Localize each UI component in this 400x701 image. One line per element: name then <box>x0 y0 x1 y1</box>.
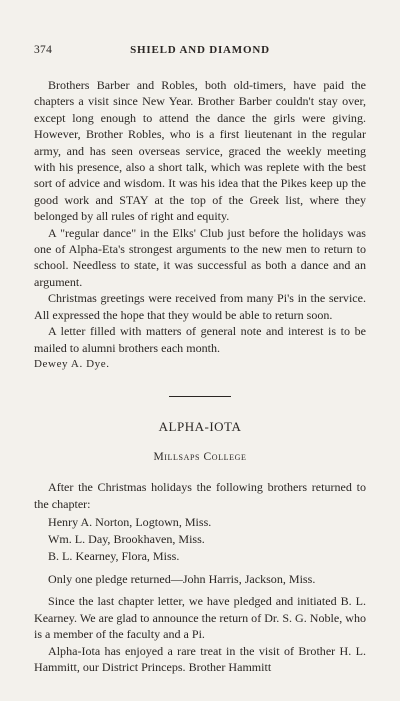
signature: Dewey A. Dye. <box>34 357 110 370</box>
paragraph-christmas-greetings: Christmas greetings were received from many Pi's in the service. All expressed the hope that they would be able to return soon. <box>34 291 366 322</box>
returned-brothers-list <box>48 514 366 565</box>
paragraph-intro: After the Christmas holidays the following brothers returned to the chapter: <box>34 480 366 511</box>
paragraph-hammitt: Alpha-Iota has enjoyed a rare treat in the visit of Brother H. L. Hammitt, our District Princeps. Brother Hammitt <box>34 643 366 674</box>
paragraph-regular-dance: A "regular dance" in the Elks' Club just before the holidays was one of Alpha-Eta's strongest arguments to the new men to return to school. Needless to state, it was successful as both a dance and an argument. <box>34 225 366 289</box>
paragraph-barber-robles: Brothers Barber and Robles, both old-timers, have paid the chapters a visit since New Year. Brother Barber couldn't stay over, except long enough to attend the dance the girls were giving. However, Brother Robles, who is a first lieutenant in the regular army, and has seen overseas service, graced the weekly meeting with his presence, also a short talk, which was replete with the best sort of advice and wisdom. It was his idea that the Pikes keep up the good work and STAY at the top of the Greek list, where they belonged by all rules of right and equity. <box>34 78 366 224</box>
college-name: Millsaps College <box>153 450 247 463</box>
list-item: Wm. L. Day, Brookhaven, Miss. <box>48 531 205 546</box>
list-item: B. L. Kearney, Flora, Miss. <box>48 548 180 563</box>
paragraph-alumni-letter: A letter filled with matters of general note and interest is to be mailed to alumni brothers each month. <box>34 324 366 355</box>
paragraph-kearney: Since the last chapter letter, we have pledged and initiated B. L. Kearney. We are glad to announce the return of Dr. S. G. Noble, who is a member of the faculty and a Pi. <box>34 594 366 642</box>
page-body <box>34 77 366 675</box>
paragraph-pledge: Only one pledge returned—John Harris, Jackson, Miss. <box>48 571 316 586</box>
page-header <box>34 44 366 60</box>
running-title: SHIELD AND DIAMOND <box>130 44 270 56</box>
chapter-heading: ALPHA-IOTA <box>158 419 242 435</box>
page-number: 374 <box>34 44 53 56</box>
section-divider <box>169 396 231 397</box>
list-item: Henry A. Norton, Logtown, Miss. <box>48 514 212 529</box>
